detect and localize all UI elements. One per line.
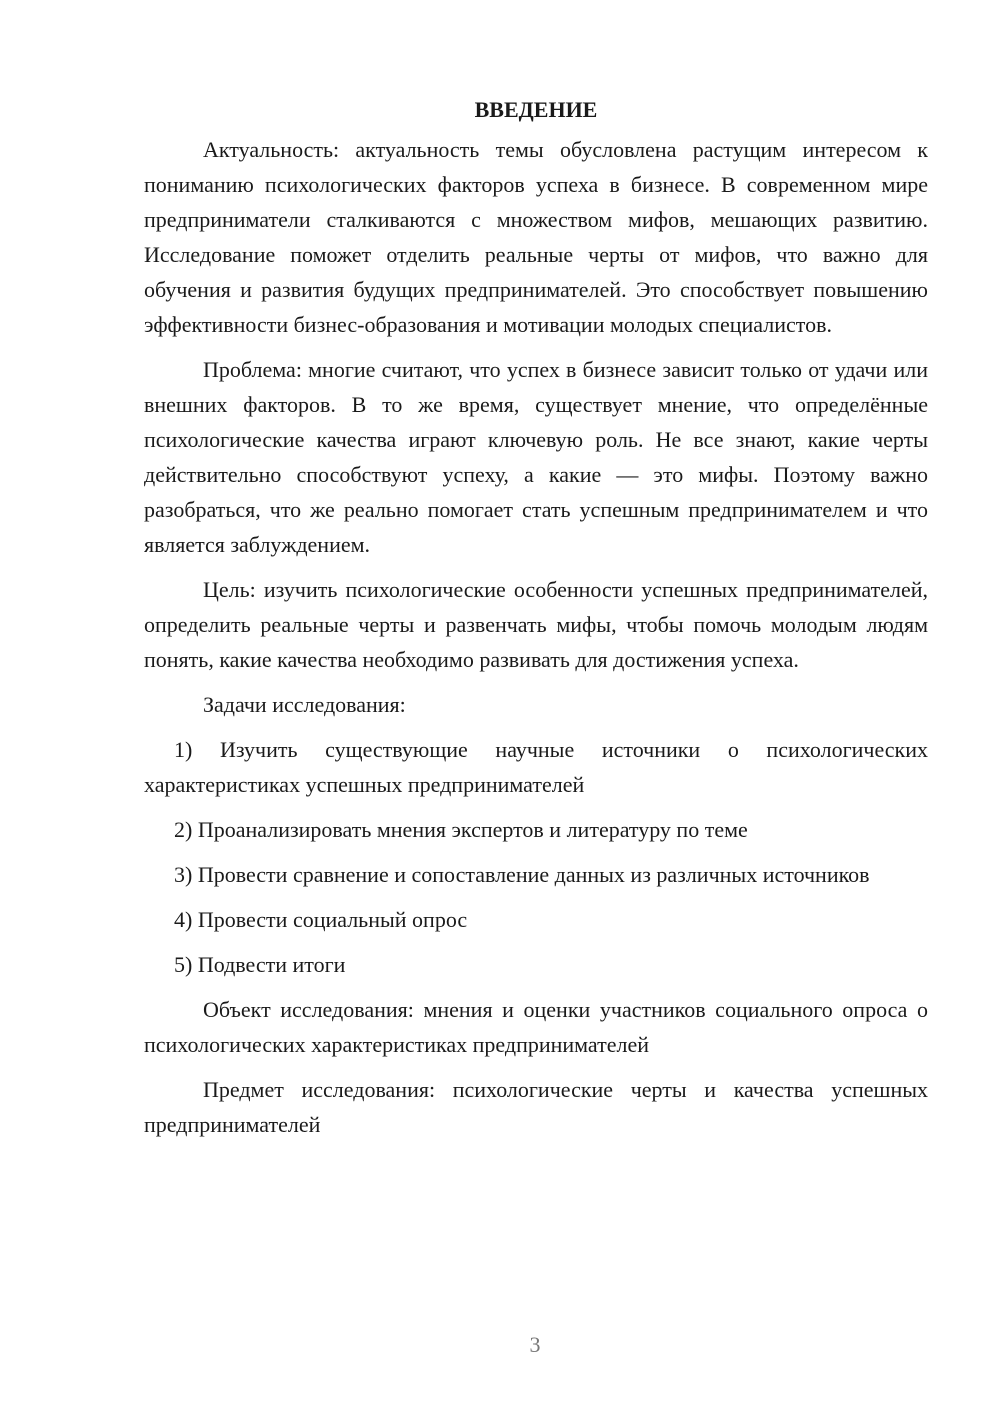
- relevance-paragraph: Актуальность: актуальность темы обусловлена растущим интересом к пониманию психологических факторов успеха в бизнесе. В современном мире предприниматели сталкиваются с множеством мифов, мешающих развитию. Исследование поможет отделить реальные черты от мифов, что важно для обучения и развития будущих предпринимателей. Это способствует повышению эффективности бизнес-образования и мотивации молодых специалистов.: [144, 137, 928, 337]
- task-item-4: 4) Провести социальный опрос: [174, 907, 468, 932]
- document-page: [144, 92, 928, 1152]
- goal-paragraph: Цель: изучить психологические особенности успешных предпринимателей, определить реальные черты и развенчать мифы, чтобы помочь молодым людям понять, какие качества необходимо развивать для достижения успеха.: [144, 577, 928, 672]
- page-title: ВВЕДЕНИЕ: [474, 97, 598, 122]
- problem-paragraph: Проблема: многие считают, что успех в бизнесе зависит только от удачи или внешних факторов. В то же время, существует мнение, что определённые психологические качества играют ключевую роль. Не все знают, какие черты действительно способствуют успеху, а какие — это мифы. Поэтому важно разобраться, что же реально помогает стать успешным предпринимателем и что является заблуждением.: [144, 357, 928, 557]
- page-number: 3: [529, 1332, 541, 1357]
- task-item-5: 5) Подвести итоги: [174, 952, 346, 977]
- task-item-2: 2) Проанализировать мнения экспертов и литературу по теме: [174, 817, 748, 842]
- object-paragraph: Объект исследования: мнения и оценки участников социального опроса о психологических характеристиках предпринимателей: [144, 997, 928, 1057]
- subject-paragraph: Предмет исследования: психологические черты и качества успешных предпринимателей: [144, 1077, 928, 1137]
- task-item-1: 1) Изучить существующие научные источники о психологических характеристиках успешных предпринимателей: [144, 737, 928, 797]
- task-item-3: 3) Провести сравнение и сопоставление данных из различных источников: [174, 862, 870, 887]
- tasks-heading: Задачи исследования:: [203, 692, 406, 717]
